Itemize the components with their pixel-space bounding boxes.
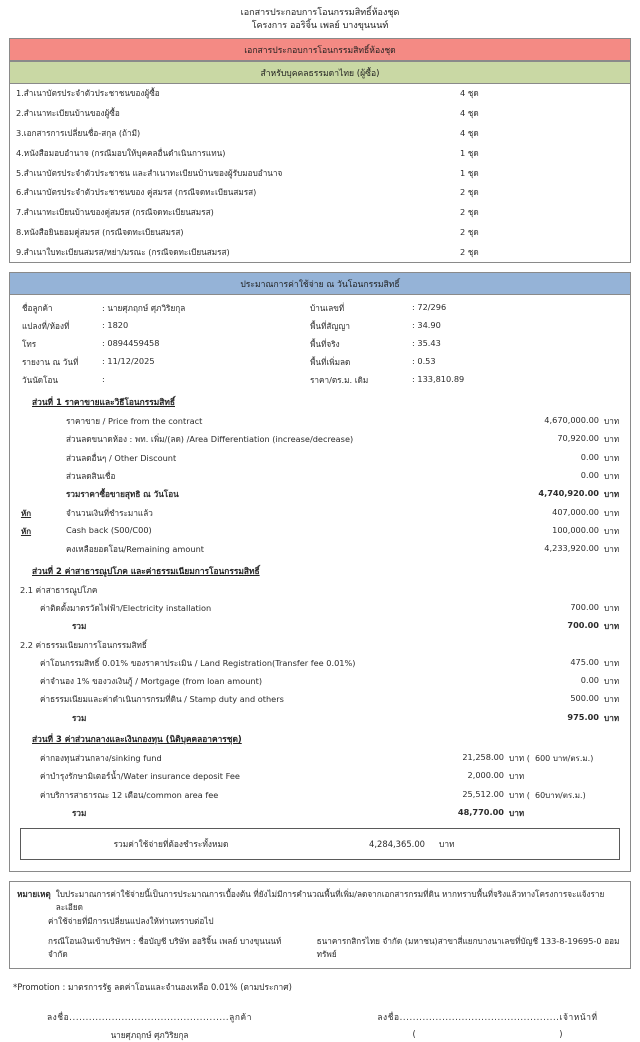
deduction-marker <box>10 467 36 485</box>
deduction-marker <box>10 449 36 467</box>
deduction-marker: หัก <box>20 527 32 536</box>
checklist-row <box>10 242 630 262</box>
signature-area <box>9 1010 631 1042</box>
amount-line-value: 70,920.00 <box>557 433 599 444</box>
customer-info-row <box>10 372 630 390</box>
checklist-item-qty: 2 ชุด <box>460 207 479 218</box>
amount-line-label: คงเหลือยอดโอน/Remaining amount <box>66 544 204 555</box>
info-value-left: : 0894459458 <box>102 338 160 349</box>
checklist-item-label: 3.เอกสารการเปลี่ยนชื่อ-สกุล (ถ้ามี) <box>16 128 141 139</box>
info-label-left: โทร <box>22 339 37 350</box>
amount-line-value: 500.00 <box>570 693 599 704</box>
amount-line-unit: บาท <box>604 602 620 613</box>
amount-line-value: 700.00 <box>570 601 599 612</box>
signature-officer-line[interactable]: ลงชื่อ.................................................เจ้าหน้าที่ <box>377 1012 598 1023</box>
checklist-item-label: 6.สำเนาบัตรประจำตัวประชาชนของ คู่สมรส (กรณีจดทะเบียนสมรส) <box>16 187 257 198</box>
checklist-item-label: 8.หนังสือยินยอมคู่สมรส (กรณีจดทะเบียนสมรส) <box>16 226 184 237</box>
section2-sub2-lines <box>10 654 630 728</box>
amount-line-unit: บาท <box>509 771 525 782</box>
grand-total-label: รวมค่าใช้จ่ายที่ต้องชำระทั้งหมด <box>113 838 229 849</box>
amount-line <box>10 486 630 504</box>
amount-line-unit: บาท <box>509 808 525 819</box>
amount-line-unit: บาท <box>604 621 620 632</box>
checklist-item-label: 1.สำเนาบัตรประจำตัวประชาชนของผู้ซื้อ <box>16 88 160 99</box>
info-label-left: รายงาน ณ วันที่ <box>22 357 79 368</box>
amount-line-label: รวมราคาซื้อขายสุทธิ ณ วันโอน <box>66 489 179 500</box>
customer-info-row <box>10 336 630 354</box>
amount-line-label: รวม <box>72 808 87 819</box>
checklist-rows <box>9 84 631 263</box>
deduction-marker <box>10 486 36 504</box>
amount-line-value: 0.00 <box>580 451 599 462</box>
amount-line-value: 25,512.00 <box>462 788 504 799</box>
remark-tag: หมายเหตุ <box>17 888 51 899</box>
section3-heading: ส่วนที่ 3 ค่าส่วนกลางและเงินกองทุน (นิติบุคคลอาคารชุด) <box>32 734 242 745</box>
amount-line-value: 4,740,920.00 <box>538 488 599 499</box>
amount-line-value: 4,233,920.00 <box>544 543 599 554</box>
amount-line-unit: บาท ( <box>509 789 530 800</box>
amount-line-note: 600 บาท/ตร.ม.) <box>535 754 594 763</box>
signature-officer-paren <box>413 1029 563 1039</box>
info-value-right: : 72/296 <box>412 301 447 312</box>
checklist-header-band: เอกสารประกอบการโอนกรรมสิทธิ์ห้องชุด <box>9 38 631 61</box>
section2-sub1-lines <box>10 599 630 636</box>
amount-line <box>10 522 630 540</box>
amount-line <box>10 412 630 430</box>
amount-line-unit: บาท ( <box>509 753 530 763</box>
amount-line-note <box>535 768 630 786</box>
checklist-item-label: 7.สำเนาทะเบียนบ้านของคู่สมรส (กรณีจดทะเบียนสมรส) <box>16 207 214 218</box>
amount-line-note: 60บาท/ตร.ม.) <box>535 790 586 800</box>
amount-line <box>10 467 630 485</box>
amount-line <box>10 541 630 559</box>
amount-line-label: จำนวนเงินที่ชำระมาแล้ว <box>66 507 153 518</box>
checklist-row <box>10 183 630 203</box>
amount-line-value: 0.00 <box>580 674 599 685</box>
checklist-item-qty: 2 ชุด <box>460 226 479 237</box>
amount-line-label: ค่าโอนกรรมสิทธิ์ 0.01% ของราคาประเมิน / Land Registration(Transfer fee 0.01%) <box>40 657 356 668</box>
remark-text-1: ใบประมาณการค่าใช้จ่ายนี้เป็นการประมาณการเบื้องต้น ที่ยังไม่มีการคำนวณพื้นที่เพิ่ม/ลดจากเอกสารกรมที่ดิน หากทราบพื้นที่จริงแล้วทางโครงการจะแจ้งรายละเอียด <box>55 888 605 913</box>
checklist-subheader-band: สำหรับบุคคลธรรมดาไทย (ผู้ซื้อ) <box>9 61 631 84</box>
info-value-left: : 11/12/2025 <box>102 356 155 367</box>
amount-line <box>10 430 630 448</box>
info-label-left: แปลงที่/ห้องที่ <box>22 320 70 331</box>
grand-total-unit: บาท <box>439 838 455 849</box>
deduction-marker <box>10 541 36 559</box>
paren-close: ) <box>559 1029 563 1040</box>
checklist-item-qty: 4 ชุด <box>460 128 479 139</box>
estimate-header-band: ประมาณการค่าใช้จ่าย ณ วันโอนกรรมสิทธิ์ <box>10 273 630 295</box>
page-subtitle: โครงการ ออริจิ้น เพลย์ บางขุนนนท์ <box>251 21 389 32</box>
amount-line-value: 475.00 <box>570 656 599 667</box>
checklist-item-qty: 1 ชุด <box>460 167 479 178</box>
amount-line <box>10 654 630 672</box>
page-title: เอกสารประกอบการโอนกรรมสิทธิ์ห้องชุด <box>240 8 400 18</box>
info-label-left: วันนัดโอน <box>22 375 59 386</box>
info-label-right: พื้นที่เพิ่มลด <box>310 357 351 368</box>
checklist-row <box>10 143 630 163</box>
amount-line-unit: บาท <box>604 657 620 668</box>
amount-line-label: ค่าติดตั้งมาตรวัดไฟฟ้า/Electricity installation <box>40 602 212 613</box>
amount-line-label: ค่ากองทุนส่วนกลาง/sinking fund <box>40 753 162 763</box>
info-label-right: บ้านเลขที่ <box>310 302 345 313</box>
checklist-row <box>10 223 630 243</box>
signature-officer <box>320 1010 631 1042</box>
amount-line-unit: บาท <box>604 712 620 723</box>
amount-line-label: ราคาขาย / Price from the contract <box>66 415 203 426</box>
amount-line-value: 975.00 <box>567 711 599 722</box>
checklist-item-label: 9.สำเนาใบทะเบียนสมรส/หย่า/มรณะ (กรณีจดทะเบียนสมรส) <box>16 246 230 257</box>
info-value-left: : 1820 <box>102 319 129 330</box>
grand-total-box <box>20 828 620 860</box>
amount-line <box>10 804 630 822</box>
checklist-table <box>10 84 630 262</box>
section1-heading: ส่วนที่ 1 ราคาขายและวิธีโอนกรรมสิทธิ์ <box>32 397 175 408</box>
amount-line-unit: บาท <box>604 415 620 426</box>
info-value-left: : <box>102 374 105 385</box>
checklist-row <box>10 163 630 183</box>
estimate-section <box>9 272 631 872</box>
section2-sub2-heading: 2.2 ค่าธรรมเนียมการโอนกรรมสิทธิ์ <box>20 639 147 650</box>
signature-customer-name: นายศุภฤกษ์ ศุภวิริยกุล <box>110 1030 189 1041</box>
info-value-left: : นายศุภฤกษ์ ศุภวิริยกุล <box>102 302 186 313</box>
amount-line-note <box>535 804 630 822</box>
amount-line-label: ค่าธรรมเนียมและค่าดำเนินการกรมที่ดิน / Stamp duty and others <box>40 694 284 705</box>
amount-line-value: 4,670,000.00 <box>544 414 599 425</box>
checklist-row <box>10 203 630 223</box>
amount-line-value: 100,000.00 <box>552 525 599 535</box>
amount-line-label: ค่าบำรุงรักษามิเตอร์น้ำ/Water insurance deposit Fee <box>40 771 240 782</box>
customer-info-row <box>10 317 630 335</box>
amount-line-label: ส่วนลดขนาดห้อง : พท. เพิ่ม/(ลด) /Area Differentiation (increase/decrease) <box>66 434 354 445</box>
checklist-item-qty: 2 ชุด <box>460 187 479 198</box>
amount-line <box>10 709 630 727</box>
checklist-row <box>10 104 630 124</box>
checklist-row <box>10 124 630 144</box>
promotion-note: *Promotion : มาตรการรัฐ ลดค่าโอนและจำนองเหลือ 0.01% (ตามประกาศ) <box>13 982 292 993</box>
amount-line <box>10 504 630 522</box>
checklist-item-label: 4.หนังสือมอบอำนาจ (กรณีมอบให้บุคคลอื่นดำเนินการแทน) <box>16 147 226 158</box>
info-value-right: : 0.53 <box>412 356 436 367</box>
info-value-right: : 34.90 <box>412 319 441 330</box>
customer-info-row <box>10 299 630 317</box>
amount-line-unit: บาท <box>604 694 620 705</box>
checklist-item-label: 2.สำเนาทะเบียนบ้านของผู้ซื้อ <box>16 108 120 119</box>
amount-line-value: 2,000.00 <box>467 770 504 781</box>
amount-line-value: 21,258.00 <box>462 752 504 762</box>
amount-line-unit: บาท <box>604 452 620 463</box>
grand-total-amount: 4,284,365.00 <box>369 838 425 849</box>
amount-line <box>10 749 630 767</box>
section3-lines <box>10 749 630 823</box>
amount-line-label: ส่วนลดสินเชื่อ <box>66 470 116 481</box>
amount-line <box>10 691 630 709</box>
section2-sub1-heading: 2.1 ค่าสาธารณูปโภค <box>20 585 98 596</box>
amount-line <box>10 768 630 786</box>
amount-line-label: ค่าจำนอง 1% ของวงเงินกู้ / Mortgage (from loan amount) <box>40 675 263 686</box>
estimate-body <box>10 295 630 871</box>
amount-line-label: Cash back (S00/C00) <box>66 525 152 535</box>
amount-line-value: 48,770.00 <box>457 807 504 818</box>
bank-account-number: ธนาคารกสิกรไทย จำกัด (มหาชน)สาขาสี่แยกบางนาเลขที่บัญชี 133-8-19695-0 ออมทรัพย์ <box>316 936 620 960</box>
grand-total-table <box>21 836 619 852</box>
amount-line-unit: บาท <box>604 544 620 555</box>
customer-info-table <box>10 299 630 390</box>
amount-line-label: ค่าบริการสาธารณะ 12 เดือน/common area fee <box>40 789 219 800</box>
customer-info-row <box>10 354 630 372</box>
remark-text-2: ค่าใช้จ่ายที่มีการเปลี่ยนแปลงให้ท่านทราบต่อไป <box>48 915 214 926</box>
amount-line-unit: บาท <box>604 489 620 500</box>
info-label-left: ชื่อลูกค้า <box>22 302 53 313</box>
grand-total-row <box>21 836 619 852</box>
section2-heading: ส่วนที่ 2 ค่าสาธารณูปโภค และค่าธรรมเนียมการโอนกรรมสิทธิ์ <box>32 566 260 577</box>
info-value-right: : 35.43 <box>412 338 441 349</box>
amount-line-label: รวม <box>72 712 87 723</box>
amount-line-unit: บาท <box>604 507 620 518</box>
amount-line <box>10 617 630 635</box>
checklist-item-qty: 4 ชุด <box>460 108 479 119</box>
amount-line-unit: บาท <box>604 526 620 536</box>
info-label-right: พื้นที่สัญญา <box>310 320 350 331</box>
signature-customer-line[interactable]: ลงชื่อ.................................................ลูกค้า <box>46 1012 253 1023</box>
bank-info-row <box>17 935 623 961</box>
amount-line-unit: บาท <box>604 470 620 481</box>
info-label-right: พื้นที่จริง <box>310 339 340 350</box>
checklist-row <box>10 84 630 104</box>
amount-line-label: รวม <box>72 621 87 632</box>
info-label-right: ราคา/ตร.ม. เดิม <box>310 375 369 386</box>
checklist-item-qty: 2 ชุด <box>460 246 479 257</box>
amount-line-value: 700.00 <box>567 620 599 631</box>
remark-line-1 <box>17 888 623 915</box>
deduction-marker <box>10 412 36 430</box>
amount-line <box>10 672 630 690</box>
checklist-item-label: 5.สำเนาบัตรประจำตัวประชาชน และสำเนาทะเบียนบ้านของผู้รับมอบอำนาจ <box>16 167 283 178</box>
amount-line-unit: บาท <box>604 675 620 686</box>
amount-line <box>10 449 630 467</box>
info-value-right: : 133,810.89 <box>412 374 465 385</box>
amount-line-value: 0.00 <box>580 469 599 480</box>
deduction-marker: หัก <box>20 508 32 518</box>
amount-line-label: ส่วนลดอื่นๆ / Other Discount <box>66 452 177 463</box>
paren-open: ( <box>412 1029 416 1040</box>
section1-lines <box>10 412 630 559</box>
remark-section <box>9 881 631 970</box>
checklist-section <box>9 38 631 263</box>
amount-line <box>10 599 630 617</box>
deduction-marker <box>10 430 36 448</box>
checklist-item-qty: 1 ชุด <box>460 147 479 158</box>
amount-line-value: 407,000.00 <box>552 506 599 517</box>
checklist-item-qty: 4 ชุด <box>460 88 479 99</box>
amount-line <box>10 786 630 804</box>
bank-account-name: กรณีโอนเงินเข้าบริษัทฯ : ชื่อบัญชี บริษัท ออริจิ้น เพลย์ บางขุนนนท์ จำกัด <box>48 936 282 960</box>
amount-line-unit: บาท <box>604 434 620 445</box>
signature-customer <box>9 1010 320 1042</box>
